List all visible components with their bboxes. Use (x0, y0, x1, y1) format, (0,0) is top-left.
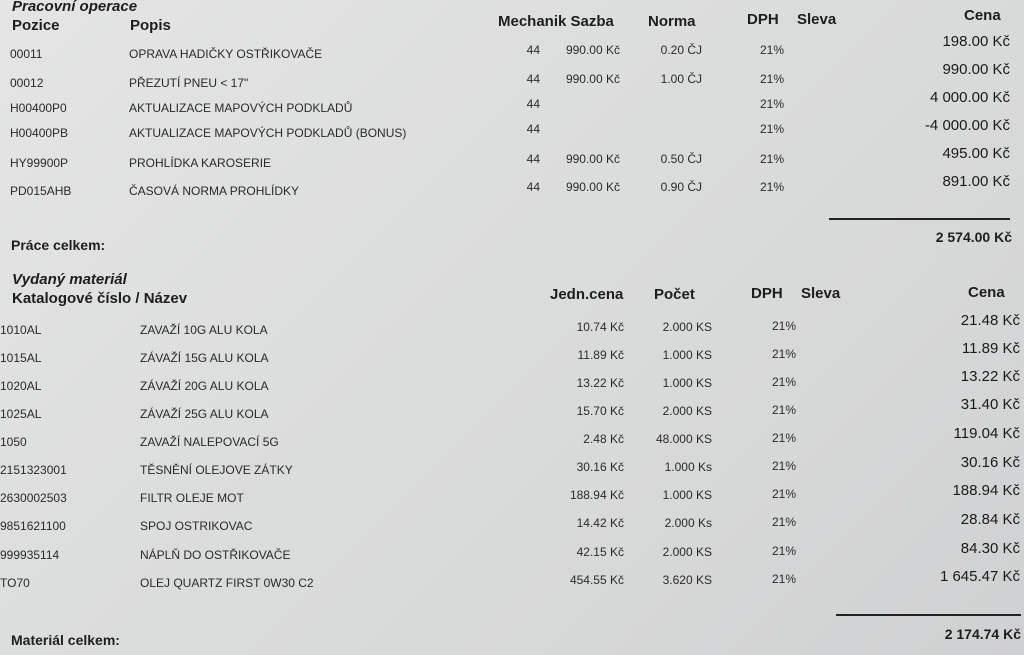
material-cell-nazev: ZÁVAŽÍ 15G ALU KOLA (140, 351, 269, 365)
material-header-jedn-cena: Jedn.cena (550, 286, 624, 303)
material-cell-cena: 13.22 Kč (960, 368, 1020, 385)
labor-cell-dph: 21% (759, 43, 784, 57)
material-cell-kod: 999935114 (0, 548, 60, 562)
material-header-cena: Cena (968, 284, 1005, 301)
material-cell-nazev: ZAVAŽÍ NALEPOVACÍ 5G (140, 435, 279, 449)
labor-cell-sazba: 990.00 Kč (565, 152, 620, 166)
material-cell-pocet: 3.620 KS (662, 573, 712, 587)
material-header-pocet: Počet (654, 286, 695, 303)
material-cell-kod: 1025AL (0, 407, 42, 421)
material-cell-dph: 21% (771, 544, 796, 558)
material-cell-cena: 119.04 Kč (953, 425, 1020, 442)
material-header-sleva: Sleva (801, 285, 841, 302)
material-cell-dph: 21% (771, 347, 796, 361)
material-cell-nazev: TĚSNĚNÍ OLEJOVE ZÁTKY (140, 463, 293, 477)
material-cell-jedn: 11.89 Kč (577, 348, 624, 362)
labor-header-cena: Cena (964, 7, 1001, 24)
labor-cell-popis: ČASOVÁ NORMA PROHLÍDKY (129, 184, 300, 198)
material-cell-pocet: 2.000 KS (662, 320, 712, 334)
labor-cell-dph: 21% (759, 72, 784, 86)
material-cell-dph: 21% (771, 375, 796, 389)
labor-cell-sazba: 990.00 Kč (565, 180, 620, 194)
material-total-label: Materiál celkem: (11, 632, 120, 648)
material-cell-jedn: 14.42 Kč (576, 516, 624, 530)
labor-header-pozice: Pozice (12, 17, 60, 34)
material-cell-dph: 21% (771, 487, 796, 501)
material-cell-pocet: 1.000 KS (662, 348, 712, 362)
material-cell-nazev: ZÁVAŽÍ 25G ALU KOLA (140, 407, 269, 421)
labor-cell-popis: AKTUALIZACE MAPOVÝCH PODKLADŮ (BONUS) (129, 126, 407, 140)
material-cell-nazev: SPOJ OSTRIKOVAC (140, 519, 253, 533)
material-cell-kod: 1015AL (0, 351, 42, 365)
labor-cell-pozice: 00012 (10, 76, 44, 90)
material-cell-cena: 84.30 Kč (960, 540, 1020, 557)
material-cell-kod: 1010AL (0, 323, 42, 337)
labor-cell-cena: 495.00 Kč (942, 145, 1010, 162)
labor-cell-dph: 21% (759, 180, 784, 194)
labor-cell-mechanik: 44 (526, 180, 540, 194)
material-cell-kod: TO70 (0, 576, 30, 590)
material-cell-cena: 21.48 Kč (960, 312, 1020, 329)
material-cell-jedn: 10.74 Kč (576, 320, 624, 334)
material-cell-jedn: 42.15 Kč (576, 545, 624, 559)
labor-cell-pozice: H00400P0 (10, 101, 67, 115)
material-cell-nazev: ZÁVAŽÍ 20G ALU KOLA (140, 379, 269, 393)
labor-cell-cena: 990.00 Kč (942, 61, 1010, 78)
material-cell-nazev: FILTR OLEJE MOT (140, 491, 244, 505)
material-cell-dph: 21% (771, 459, 796, 473)
labor-cell-dph: 21% (759, 97, 784, 111)
material-cell-kod: 1050 (0, 435, 27, 449)
labor-cell-norma: 0.90 ČJ (660, 180, 702, 194)
material-cell-jedn: 188.94 Kč (569, 488, 624, 502)
labor-header-dph: DPH (747, 11, 779, 28)
material-cell-cena: 11.89 Kč (961, 340, 1020, 357)
labor-cell-cena: 891.00 Kč (942, 173, 1010, 190)
labor-total-value: 2 574.00 Kč (935, 229, 1012, 245)
labor-cell-pozice: 00011 (10, 47, 43, 61)
labor-cell-norma: 1.00 ČJ (660, 72, 702, 86)
material-cell-nazev: NÁPLŇ DO OSTŘIKOVAČE (140, 548, 291, 562)
labor-cell-cena: 4 000.00 Kč (929, 89, 1010, 106)
material-cell-cena: 30.16 Kč (960, 454, 1020, 471)
labor-cell-cena: -4 000.00 Kč (924, 117, 1010, 134)
labor-cell-sazba: 990.00 Kč (565, 43, 620, 57)
material-total-rule (836, 614, 1021, 616)
labor-cell-pozice: PD015AHB (10, 184, 72, 198)
material-cell-kod: 1020AL (0, 379, 42, 393)
labor-cell-cena: 198.00 Kč (942, 33, 1010, 50)
material-cell-jedn: 454.55 Kč (569, 573, 624, 587)
labor-cell-popis: OPRAVA HADIČKY OSTŘIKOVAČE (129, 47, 323, 61)
material-cell-kod: 9851621100 (0, 519, 66, 533)
material-cell-dph: 21% (771, 431, 796, 445)
labor-total-label: Práce celkem: (11, 237, 106, 253)
material-cell-nazev: OLEJ QUARTZ FIRST 0W30 C2 (140, 576, 314, 590)
labor-cell-mechanik: 44 (526, 72, 540, 86)
material-cell-pocet: 1.000 KS (662, 488, 712, 502)
labor-cell-norma: 0.50 ČJ (660, 152, 702, 166)
material-cell-pocet: 2.000 KS (662, 545, 712, 559)
material-cell-cena: 31.40 Kč (960, 396, 1020, 413)
labor-cell-mechanik: 44 (526, 97, 540, 111)
material-total-value: 2 174.74 Kč (944, 626, 1021, 642)
material-cell-dph: 21% (771, 515, 796, 529)
labor-cell-popis: PROHLÍDKA KAROSERIE (129, 156, 272, 170)
material-cell-kod: 2151323001 (0, 463, 67, 477)
material-section-title: Vydaný materiál (12, 271, 127, 288)
labor-cell-mechanik: 44 (526, 152, 540, 166)
labor-cell-mechanik: 44 (526, 122, 540, 136)
material-cell-pocet: 48.000 KS (655, 432, 712, 446)
material-cell-jedn: 13.22 Kč (576, 376, 624, 390)
material-header-katalog: Katalogové číslo / Název (12, 290, 188, 307)
labor-header-popis: Popis (130, 17, 171, 34)
material-cell-pocet: 1.000 KS (662, 376, 712, 390)
material-cell-jedn: 30.16 Kč (576, 460, 624, 474)
material-cell-dph: 21% (771, 403, 796, 417)
labor-cell-dph: 21% (759, 122, 784, 136)
labor-header-norma: Norma (648, 13, 696, 30)
labor-cell-popis: PŘEZUTÍ PNEU < 17" (129, 76, 249, 90)
material-cell-dph: 21% (771, 319, 796, 333)
material-cell-nazev: ZAVAŽÍ 10G ALU KOLA (140, 323, 268, 337)
labor-cell-dph: 21% (759, 152, 784, 166)
material-cell-pocet: 2.000 KS (662, 404, 712, 418)
material-cell-cena: 1 645.47 Kč (939, 568, 1020, 585)
material-cell-pocet: 2.000 Ks (664, 516, 712, 530)
material-cell-dph: 21% (771, 572, 796, 586)
material-cell-cena: 188.94 Kč (952, 482, 1020, 499)
material-cell-jedn: 15.70 Kč (576, 404, 624, 418)
labor-cell-sazba: 990.00 Kč (565, 72, 620, 86)
material-cell-cena: 28.84 Kč (960, 511, 1020, 528)
labor-header-sleva: Sleva (797, 11, 837, 28)
labor-cell-pozice: HY99900P (10, 156, 69, 170)
labor-total-rule (829, 218, 1010, 220)
labor-cell-pozice: H00400PB (10, 126, 69, 140)
material-header-dph: DPH (751, 285, 783, 302)
material-cell-jedn: 2.48 Kč (583, 432, 624, 446)
labor-cell-popis: AKTUALIZACE MAPOVÝCH PODKLADŮ (129, 101, 353, 115)
labor-header-mechanik-sazba: Mechanik Sazba (498, 13, 614, 30)
material-cell-kod: 2630002503 (0, 491, 67, 505)
labor-section-title: Pracovní operace (12, 0, 138, 15)
material-cell-pocet: 1.000 Ks (664, 460, 712, 474)
labor-cell-norma: 0.20 ČJ (660, 43, 702, 57)
labor-cell-mechanik: 44 (526, 43, 540, 57)
